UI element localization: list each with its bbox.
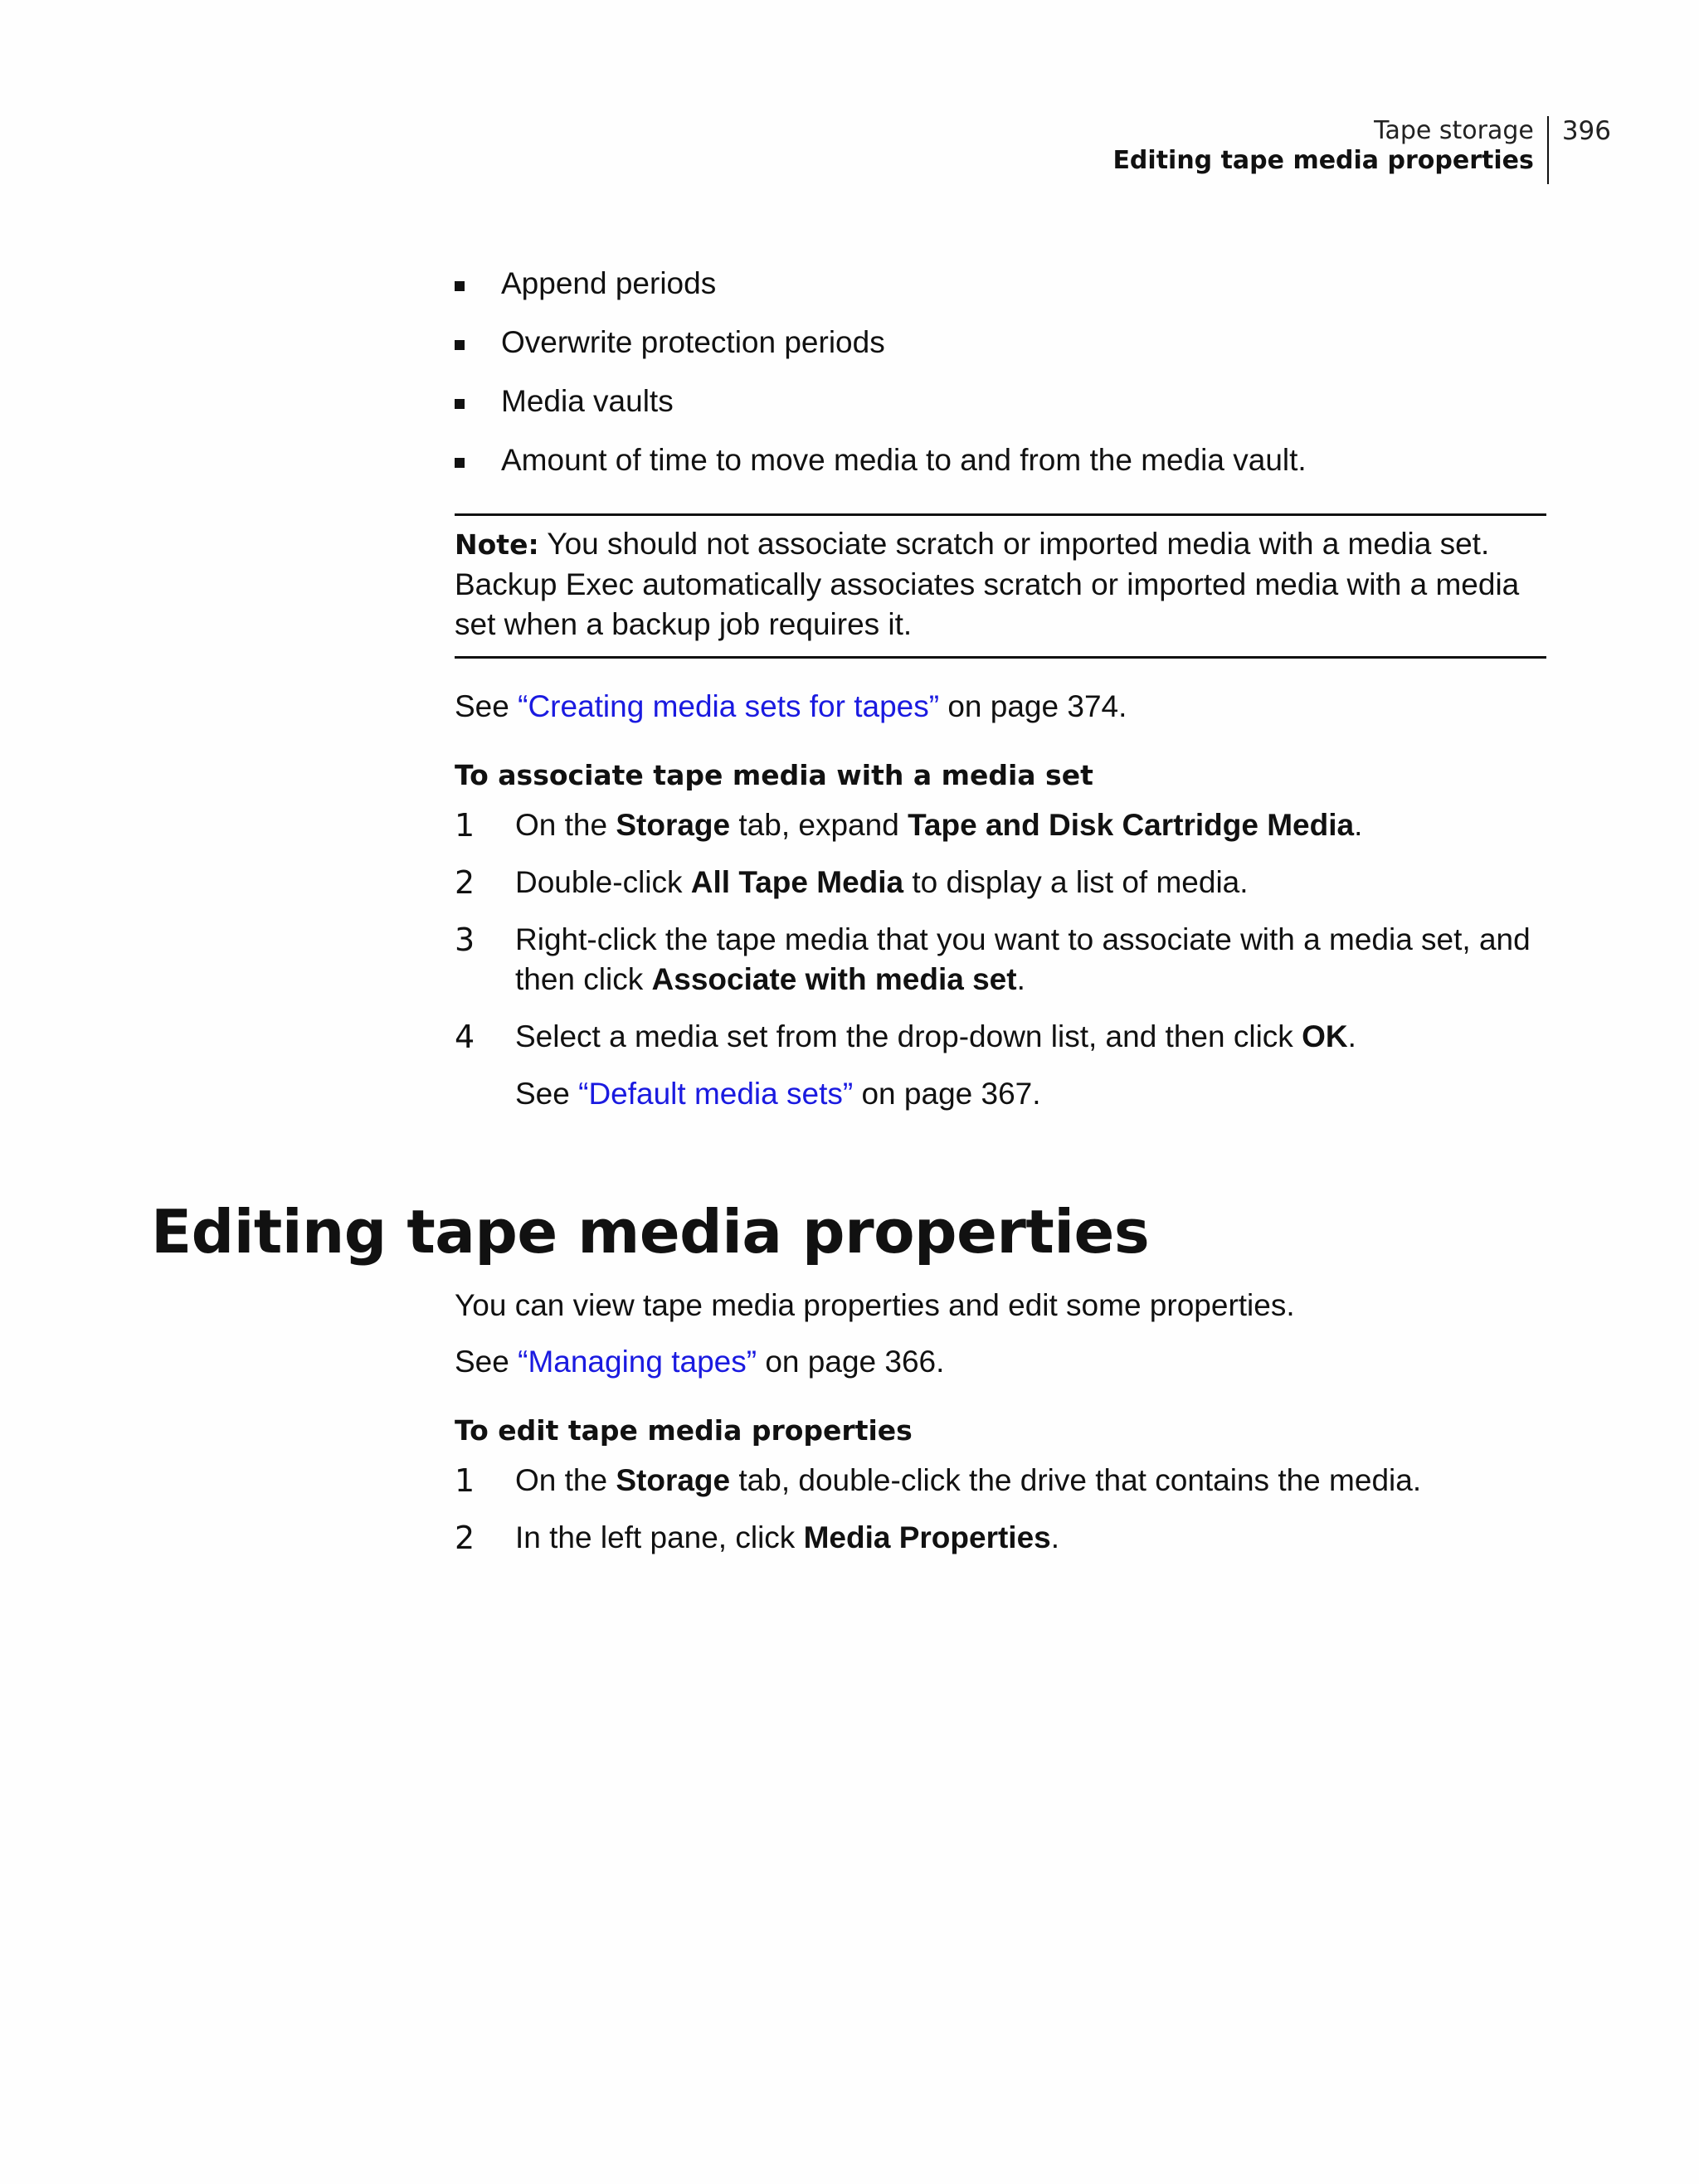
- running-header-text: [1112, 116, 1548, 184]
- bullet-square-icon: [455, 340, 465, 350]
- step-number: 4: [455, 1019, 475, 1055]
- step-item: 2 Double-click All Tape Media to display a list of media.: [455, 864, 1249, 901]
- procedure-title: To edit tape media properties: [455, 1414, 913, 1447]
- note-box: [455, 513, 1546, 659]
- bullet-item: Amount of time to move media to and from the media vault.: [455, 440, 1546, 480]
- page-number: 396: [1561, 116, 1611, 146]
- bullet-square-icon: [455, 281, 465, 291]
- step-number: 1: [455, 1462, 475, 1499]
- step-item: 1 On the Storage tab, expand Tape and Disk Cartridge Media.: [455, 807, 1363, 844]
- step-number: 2: [455, 1520, 475, 1556]
- bullet-square-icon: [455, 458, 465, 468]
- step-item: 1 On the Storage tab, double-click the drive that contains the media.: [455, 1462, 1422, 1499]
- step-item: 3 Right-click the tape media that you want to associate with a media set, and then click Associate with media set.: [455, 922, 1531, 996]
- cross-reference-link[interactable]: “Creating media sets for tapes”: [518, 689, 940, 723]
- running-header: [1112, 116, 1611, 184]
- bullet-item: Overwrite protection periods: [455, 323, 1546, 362]
- section-content: [455, 1286, 1546, 1575]
- step-item: 2 In the left pane, click Media Properties.: [455, 1520, 1060, 1556]
- content-column: [455, 264, 1546, 1131]
- cross-reference-link[interactable]: “Managing tapes”: [518, 1345, 757, 1379]
- procedure-steps: [455, 805, 1546, 1114]
- chapter-title: Tape storage: [1374, 116, 1534, 145]
- see-also: See “Managing tapes” on page 366.: [455, 1345, 945, 1379]
- see-also: See “Default media sets” on page 367.: [515, 1077, 1041, 1111]
- section-intro: You can view tape media properties and edit some properties.: [455, 1288, 1295, 1322]
- bullet-item: Append periods: [455, 264, 1546, 304]
- bullet-item: Media vaults: [455, 382, 1546, 421]
- see-also: See “Creating media sets for tapes” on page 374.: [455, 689, 1127, 723]
- step-number: 2: [455, 864, 475, 901]
- bullet-list: [455, 264, 1546, 480]
- section-title: Editing tape media properties: [1112, 146, 1534, 175]
- step-item: 4 Select a media set from the drop-down list, and then click OK. See “Default media sets” on page 367.: [455, 1017, 1546, 1114]
- procedure-title: To associate tape media with a media set: [455, 759, 1093, 791]
- step-number: 1: [455, 807, 475, 844]
- step-number: 3: [455, 922, 475, 958]
- procedure-steps: [455, 1461, 1546, 1558]
- note-label: Note:: [455, 528, 539, 561]
- section-heading: Editing tape media properties: [151, 1197, 1150, 1267]
- bullet-square-icon: [455, 399, 465, 409]
- note-text: You should not associate scratch or imported media with a media set. Backup Exec automatically associates scratch or imported media with a media set when a backup job requires it.: [455, 527, 1520, 641]
- cross-reference-link[interactable]: “Default media sets”: [578, 1077, 854, 1111]
